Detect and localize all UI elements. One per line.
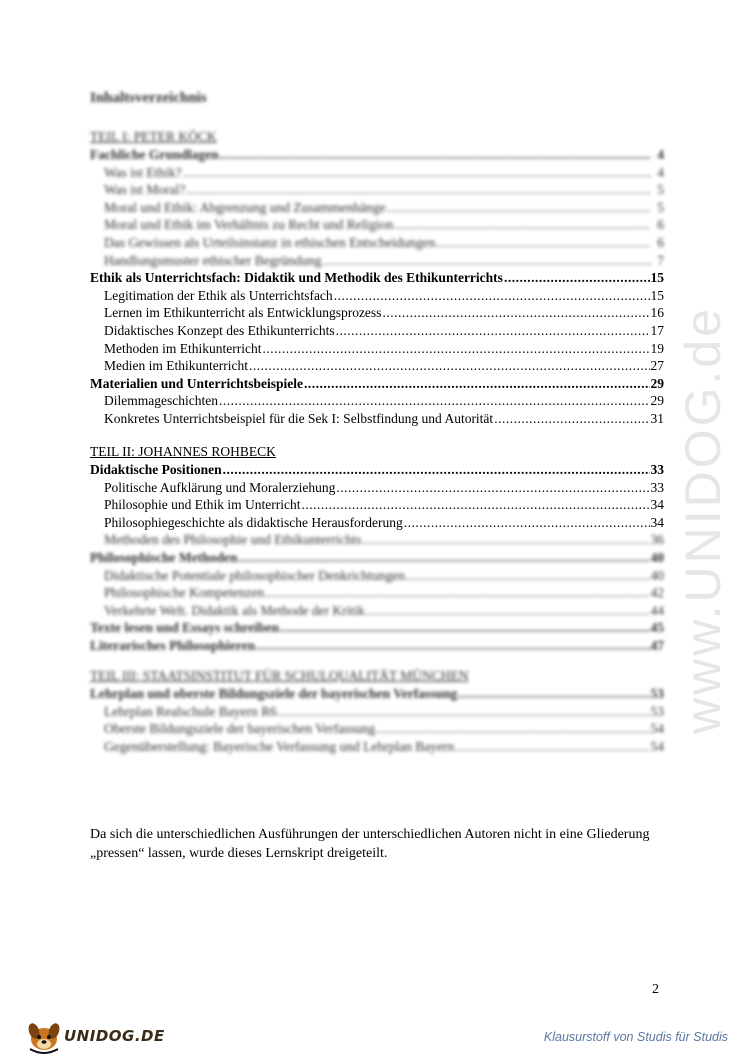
- toc-entry[interactable]: [90, 685, 664, 703]
- toc-entry[interactable]: [90, 410, 664, 428]
- toc-entry[interactable]: [90, 531, 664, 549]
- toc-entry-page: 17: [650, 322, 664, 338]
- toc-entry[interactable]: [90, 340, 664, 358]
- toc-entry-page: 4: [657, 164, 664, 180]
- toc-entry[interactable]: [90, 479, 664, 497]
- footer-slogan: Klausurstoff von Studis für Studis: [543, 1030, 728, 1044]
- toc-entry-page: 31: [650, 410, 664, 426]
- toc-entry-title: Didaktische Potentiale philosophischer Denkrichtungen: [104, 567, 406, 583]
- toc-section-part1: [90, 128, 664, 428]
- watermark: www.UNIDOG.de: [675, 306, 731, 734]
- toc-entry-page: 45: [650, 620, 664, 636]
- toc-entry-title: Literarisches Philosophieren: [90, 637, 256, 653]
- toc-entry[interactable]: [90, 496, 664, 514]
- dot-leader: [249, 357, 650, 375]
- dot-leader: [223, 461, 650, 479]
- toc-entry[interactable]: [90, 252, 664, 270]
- dot-leader: [366, 602, 650, 620]
- toc-entry[interactable]: [90, 567, 664, 585]
- dot-leader: [256, 637, 649, 655]
- toc-entry-title: Moral und Ethik im Verhältnis zu Recht und Religion: [104, 217, 394, 233]
- dot-leader: [322, 252, 651, 270]
- toc-entry-title: Moral und Ethik: Abgrenzung und Zusammenhänge: [104, 199, 386, 215]
- toc-rows: [90, 461, 664, 655]
- dot-leader: [334, 287, 650, 305]
- dot-leader: [406, 567, 649, 585]
- toc-entry-page: 54: [650, 721, 664, 737]
- toc-entry-page: 27: [650, 358, 664, 374]
- toc-entry-page: 42: [650, 585, 664, 601]
- toc-entry-title: Didaktisches Konzept des Ethikunterrichts: [104, 322, 335, 338]
- toc-entry[interactable]: [90, 602, 664, 620]
- toc-entry-page: 33: [650, 462, 664, 477]
- toc-entry[interactable]: [90, 703, 664, 721]
- toc-entry[interactable]: [90, 287, 664, 305]
- toc-entry[interactable]: [90, 738, 664, 756]
- toc-entry-page: 7: [657, 252, 664, 268]
- toc-entry-title: Handlungsmuster ethischer Begründung: [104, 252, 322, 268]
- toc-entry-page: 16: [650, 305, 664, 321]
- dot-leader: [301, 496, 649, 514]
- section-heading: TEIL II: JOHANNES ROHBECK: [90, 444, 276, 459]
- toc-entry[interactable]: [90, 164, 664, 182]
- toc-entry-title: Was ist Ethik?: [104, 164, 182, 180]
- toc-entry-title: Dilemmageschichten: [104, 393, 218, 409]
- toc-entry[interactable]: [90, 146, 664, 164]
- toc-entry-title: Methoden des Philosophie und Ethikunterrichts: [104, 532, 362, 548]
- toc-entry[interactable]: [90, 392, 664, 410]
- dot-leader: [278, 703, 650, 721]
- toc-entry-page: 15: [650, 287, 664, 303]
- toc-entry-page: 19: [650, 340, 664, 356]
- toc-entry[interactable]: [90, 216, 664, 234]
- toc-entry-title: Politische Aufklärung und Moralerziehung: [104, 479, 336, 495]
- dot-leader: [382, 304, 649, 322]
- toc-entry-title: Legitimation der Ethik als Unterrichtsfach: [104, 287, 333, 303]
- dog-mascot-icon: [24, 1015, 64, 1055]
- toc-entry-page: 36: [650, 532, 664, 548]
- dot-leader: [336, 322, 650, 340]
- toc-entry[interactable]: [90, 720, 664, 738]
- toc-entry-title: Was ist Moral?: [104, 182, 186, 198]
- toc-entry-page: 33: [650, 479, 664, 495]
- toc-entry-title: Ethik als Unterrichtsfach: Didaktik und Methodik des Ethikunterrichts: [90, 270, 503, 286]
- toc-entry[interactable]: [90, 181, 664, 199]
- toc-entry-title: Texte lesen und Essays schreiben: [90, 620, 280, 636]
- dot-leader: [336, 479, 649, 497]
- toc-entry-page: 5: [657, 182, 664, 198]
- toc-entry-page: 34: [650, 497, 664, 513]
- toc-entry-page: 47: [650, 637, 664, 653]
- toc-entry[interactable]: [90, 357, 664, 375]
- toc-entry-title: Gegenüberstellung: Bayerische Verfassung und Lehrplan Bayern: [104, 738, 455, 754]
- toc-entry-title: Methoden im Ethikunterricht: [104, 340, 262, 356]
- toc-title: Inhaltsverzeichnis: [90, 90, 207, 106]
- dot-leader: [183, 164, 651, 182]
- toc-entry[interactable]: [90, 375, 664, 393]
- toc-entry-title: Philosophiegeschichte als didaktische Herausforderung: [104, 514, 403, 530]
- dot-leader: [404, 514, 650, 532]
- toc-entry-page: 53: [650, 703, 664, 719]
- toc-entry-title: Materialien und Unterrichtsbeispiele: [90, 375, 303, 391]
- toc-entry-page: 40: [650, 567, 664, 583]
- toc-entry-page: 5: [657, 199, 664, 215]
- dot-leader: [238, 549, 649, 567]
- toc-entry-page: 29: [650, 375, 664, 391]
- logo-text: UNIDOG.DE: [64, 1027, 165, 1045]
- toc-entry[interactable]: [90, 619, 664, 637]
- dot-leader: [494, 410, 649, 428]
- dot-leader: [458, 685, 649, 703]
- toc-entry-page: 40: [650, 549, 664, 565]
- dot-leader: [376, 720, 649, 738]
- toc-entry-page: 29: [650, 393, 664, 409]
- toc-rows: [90, 146, 664, 428]
- toc-entry[interactable]: [90, 584, 664, 602]
- toc-entry-page: 6: [657, 217, 664, 233]
- note-paragraph: Da sich die unterschiedlichen Ausführungen der unterschiedlichen Autoren nicht in eine Gliederung „pressen“ lassen, wurde dieses Lernskript dreigeteilt.: [90, 827, 650, 861]
- toc-entry[interactable]: [90, 637, 664, 655]
- toc-entry-page: 34: [650, 514, 664, 530]
- toc-entry-title: Lehrplan und oberste Bildungsziele der bayerischen Verfassung: [90, 686, 458, 701]
- toc-entry-title: Lernen im Ethikunterricht als Entwicklungsprozess: [104, 305, 382, 321]
- toc-entry-page: 6: [657, 234, 664, 250]
- dot-leader: [304, 375, 650, 393]
- toc-entry-page: 15: [650, 270, 664, 286]
- toc-rows: [90, 685, 664, 755]
- section-heading: TEIL I: PETER KÖCK: [90, 129, 217, 144]
- dot-leader: [265, 584, 649, 602]
- dot-leader: [455, 738, 649, 756]
- dot-leader: [262, 340, 649, 358]
- dot-leader: [186, 181, 651, 199]
- dot-leader: [394, 216, 651, 234]
- toc-entry[interactable]: [90, 549, 664, 567]
- toc-entry[interactable]: [90, 304, 664, 322]
- dot-leader: [280, 619, 649, 637]
- dot-leader: [387, 199, 651, 217]
- dot-leader: [219, 392, 650, 410]
- toc-entry-page: 4: [657, 147, 664, 162]
- toc-entry-page: 44: [650, 602, 664, 618]
- dot-leader: [362, 531, 649, 549]
- toc-section-part2: [90, 443, 664, 655]
- toc-entry[interactable]: [90, 514, 664, 532]
- toc-entry-page: 53: [650, 686, 664, 701]
- toc-entry-title: Philosophische Kompetenzen: [104, 585, 265, 601]
- toc-entry[interactable]: [90, 461, 664, 479]
- dot-leader: [220, 146, 651, 164]
- toc-entry-title: Verkehrte Welt. Didaktik als Methode der Kritik: [104, 602, 365, 618]
- dot-leader: [436, 234, 651, 252]
- toc-entry-title: Lehrplan Realschule Bayern R6: [104, 703, 277, 719]
- section-heading: TEIL III: STAATSINSTITUT FÜR SCHULQUALITÄT MÜNCHEN: [90, 668, 469, 683]
- footer-logo[interactable]: [24, 1015, 164, 1055]
- toc-entry[interactable]: [90, 322, 664, 340]
- dot-leader: [504, 269, 650, 287]
- toc-entry-title: Konkretes Unterrichtsbeispiel für die Sek I: Selbstfindung und Autorität: [104, 410, 494, 426]
- toc-entry-title: Medien im Ethikunterricht: [104, 358, 248, 374]
- toc-section-part3: [90, 667, 664, 755]
- toc-entry-title: Das Gewissen als Urteilsinstanz in ethischen Entscheidungen: [104, 234, 436, 250]
- toc-entry-title: Didaktische Positionen: [90, 462, 222, 477]
- page-number: 2: [652, 982, 659, 997]
- toc-entry[interactable]: [90, 199, 664, 217]
- toc-entry[interactable]: [90, 269, 664, 287]
- toc-entry-title: Philosophie und Ethik im Unterricht: [104, 497, 301, 513]
- toc-entry-title: Fachliche Grundlagen: [90, 147, 219, 162]
- toc-entry-title: Oberste Bildungsziele der bayerischen Verfassung: [104, 721, 376, 737]
- toc-entry[interactable]: [90, 234, 664, 252]
- toc-entry-title: Philosophische Methoden: [90, 549, 238, 565]
- toc-entry-page: 54: [650, 738, 664, 754]
